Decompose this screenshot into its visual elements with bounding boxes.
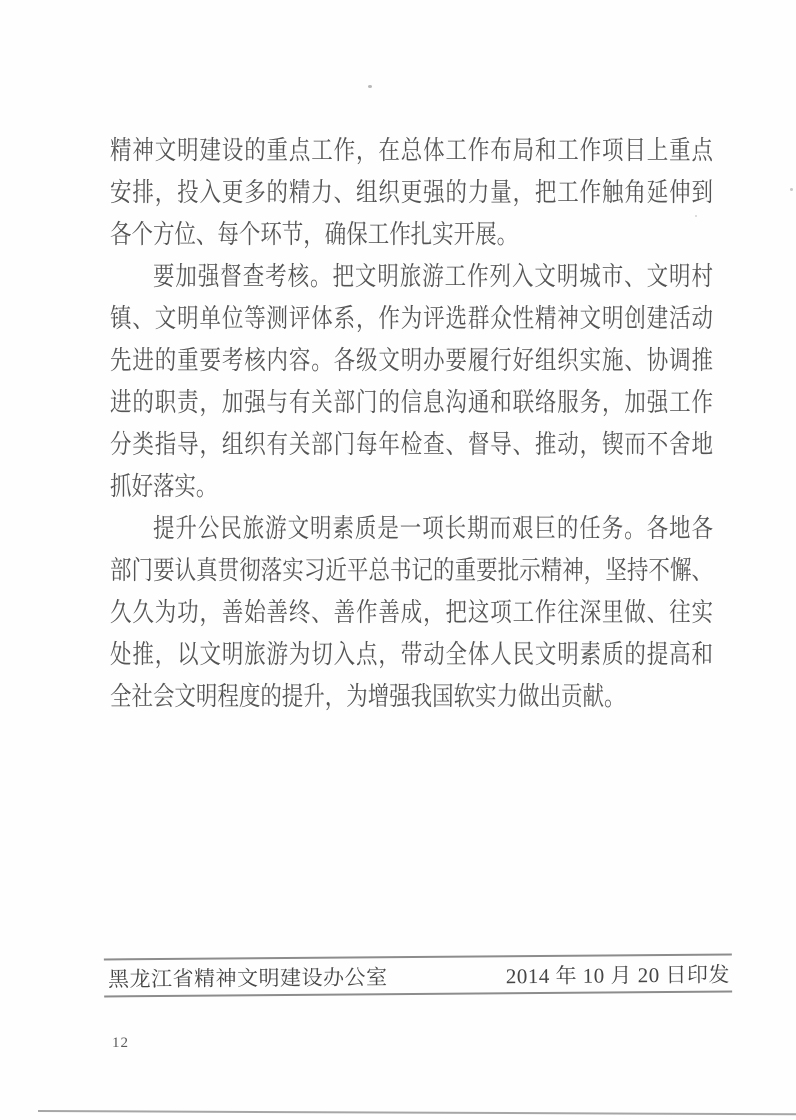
document-body: [110, 130, 713, 718]
text-line: 全社会文明程度的提升，为增强我国软实力做出贡献。: [110, 682, 626, 711]
text-line: 抓好落实。: [110, 472, 218, 501]
document-footer: [104, 954, 732, 998]
text-line: 分类指导，组织有关部门每年检查、督导、推动，锲而不舍地: [110, 430, 713, 459]
text-line: 部门要认真贯彻落实习近平总书记的重要批示精神，坚持不懈、: [110, 556, 713, 585]
paragraph: [110, 508, 713, 718]
footer-row: [104, 956, 732, 996]
text-line: 久久为功，善始善终、善作善成，把这项工作往深里做、往实: [110, 598, 713, 627]
text-line: 处推，以文明旅游为切入点，带动全体人民文明素质的提高和: [110, 640, 713, 669]
text-line: 安排，投入更多的精力、组织更强的力量，把工作触角延伸到: [110, 178, 713, 207]
paragraph: [110, 130, 713, 256]
text-line: 精神文明建设的重点工作，在总体工作布局和工作项目上重点: [110, 136, 713, 165]
text-line: 要加强督查考核。把文明旅游工作列入文明城市、文明村: [152, 262, 713, 291]
text-line: 镇、文明单位等测评体系，作为评选群众性精神文明创建活动: [110, 304, 713, 333]
text-line: 提升公民旅游文明素质是一项长期而艰巨的任务。各地各: [152, 514, 713, 543]
text-line: 先进的重要考核内容。各级文明办要履行好组织实施、协调推: [110, 346, 713, 375]
scan-bottom-edge: [38, 1110, 796, 1115]
scan-noise-dot: [790, 188, 793, 191]
page-number: 12: [112, 1035, 129, 1051]
text-line: 进的职责，加强与有关部门的信息沟通和联络服务，加强工作: [110, 388, 713, 417]
text-line: 各个方位、每个环节，确保工作扎实开展。: [110, 220, 519, 249]
scan-noise-dot: [695, 215, 697, 217]
footer-print-date: 2014 年 10 月 20 日印发: [505, 962, 731, 988]
footer-issuer: 黑龙江省精神文明建设办公室: [107, 964, 388, 991]
paragraph: [110, 256, 713, 508]
scan-noise-dot: [368, 85, 372, 88]
